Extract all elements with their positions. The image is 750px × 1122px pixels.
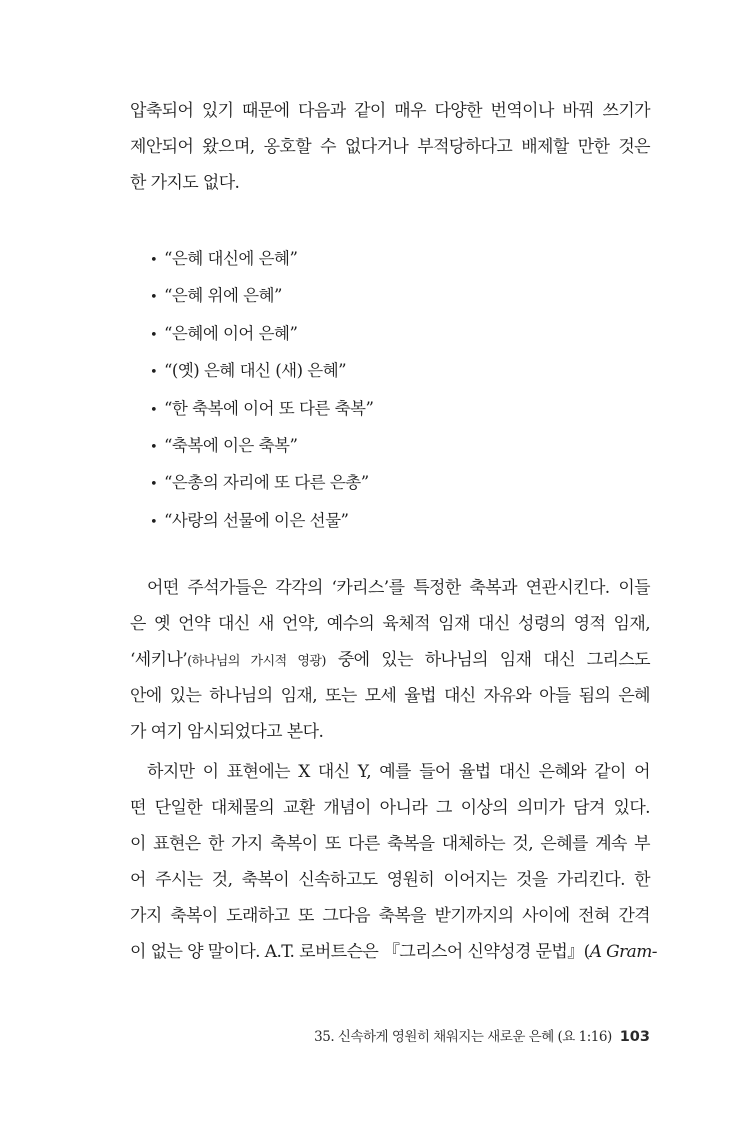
list-item-text: “은혜에 이어 은혜” bbox=[164, 323, 298, 343]
bullet-icon: • bbox=[150, 290, 158, 306]
bullet-icon: • bbox=[150, 365, 158, 381]
para2-line-1: 하지만 이 표현에는 X 대신 Y, 예를 들어 율법 대신 은혜와 같이 어 bbox=[147, 762, 650, 782]
book-title-english: A Gram- bbox=[589, 942, 657, 962]
bullet-icon: • bbox=[150, 514, 158, 530]
para2-line-6 bbox=[130, 934, 657, 970]
para2-line-3: 이 표현은 한 가지 축복이 또 다른 축복을 대체하는 것, 은혜를 계속 부 bbox=[130, 834, 650, 854]
list-item-text: “은총의 자리에 또 다른 은총” bbox=[164, 473, 369, 493]
bullet-icon: • bbox=[150, 402, 158, 418]
intro-paragraph bbox=[130, 93, 650, 201]
list-item bbox=[150, 502, 373, 539]
list-item-text: “한 축복에 이어 또 다른 축복” bbox=[164, 398, 374, 418]
para1-line-2: 은 옛 언약 대신 새 언약, 예수의 육체적 임재 대신 성령의 영적 임재, bbox=[130, 614, 650, 634]
bullet-icon: • bbox=[150, 439, 158, 455]
para2-line-5: 가지 축복이 도래하고 또 그다음 축복을 받기까지의 사이에 전혀 간격 bbox=[130, 906, 650, 926]
list-item-text: “축복에 이은 축복” bbox=[164, 435, 298, 455]
shekinah-term: ‘세키나’ bbox=[130, 650, 188, 670]
list-item-text: “은혜 위에 은혜” bbox=[164, 286, 282, 306]
intro-line-1: 압축되어 있기 때문에 다음과 같이 매우 다양한 번역이나 바꿔 쓰기가 bbox=[130, 101, 650, 121]
commentators-paragraph bbox=[130, 570, 650, 750]
list-item bbox=[150, 390, 373, 427]
para2-line-4: 어 주시는 것, 축복이 신속하고도 영원히 이어지는 것을 가리킨다. 한 bbox=[130, 870, 650, 890]
list-item bbox=[150, 427, 373, 464]
para2-line-6-text: 이 없는 양 말이다. A.T. 로버트슨은 『그리스어 신약성경 문법』( bbox=[130, 942, 590, 962]
intro-line-2: 제안되어 왔으며, 옹호할 수 없다거나 부적당하다고 배제할 만한 것은 bbox=[130, 137, 650, 157]
translation-list bbox=[150, 240, 373, 539]
bullet-icon: • bbox=[150, 327, 158, 343]
list-item-text: “(옛) 은혜 대신 (새) 은혜” bbox=[164, 361, 347, 381]
para1-line-4: 안에 있는 하나님의 임재, 또는 모세 율법 대신 자유와 아들 됨의 은혜 bbox=[130, 686, 650, 706]
bullet-icon: • bbox=[150, 477, 158, 493]
para1-line-5: 가 여기 암시되었다고 본다. bbox=[130, 722, 324, 742]
para1-line-1: 어떤 주석가들은 각각의 ‘카리스’를 특정한 축복과 연관시킨다. 이들 bbox=[147, 578, 650, 598]
bullet-icon: • bbox=[150, 253, 158, 268]
para1-line-3 bbox=[130, 642, 650, 678]
para2-line-2: 떤 단일한 대체물의 교환 개념이 아니라 그 이상의 의미가 담겨 있다. bbox=[130, 798, 650, 818]
page-number: 103 bbox=[619, 1029, 650, 1045]
list-item-text: “은혜 대신에 은혜” bbox=[164, 249, 298, 268]
intro-line-3: 한 가지도 없다. bbox=[130, 173, 240, 193]
para1-line-3-rest: 중에 있는 하나님의 임재 대신 그리스도 bbox=[326, 650, 650, 670]
list-item-text: “사랑의 선물에 이은 선물” bbox=[164, 510, 349, 530]
list-item bbox=[150, 240, 373, 277]
list-item bbox=[150, 315, 373, 352]
running-title: 35. 신속하게 영원히 채워지는 새로운 은혜 (요 1:16) bbox=[314, 1029, 612, 1045]
shekinah-gloss: (하나님의 가시적 영광) bbox=[187, 654, 327, 669]
list-item bbox=[150, 352, 373, 389]
meaning-paragraph bbox=[130, 754, 657, 970]
list-item bbox=[150, 464, 373, 501]
list-item bbox=[150, 277, 373, 314]
page-footer bbox=[314, 1025, 650, 1045]
